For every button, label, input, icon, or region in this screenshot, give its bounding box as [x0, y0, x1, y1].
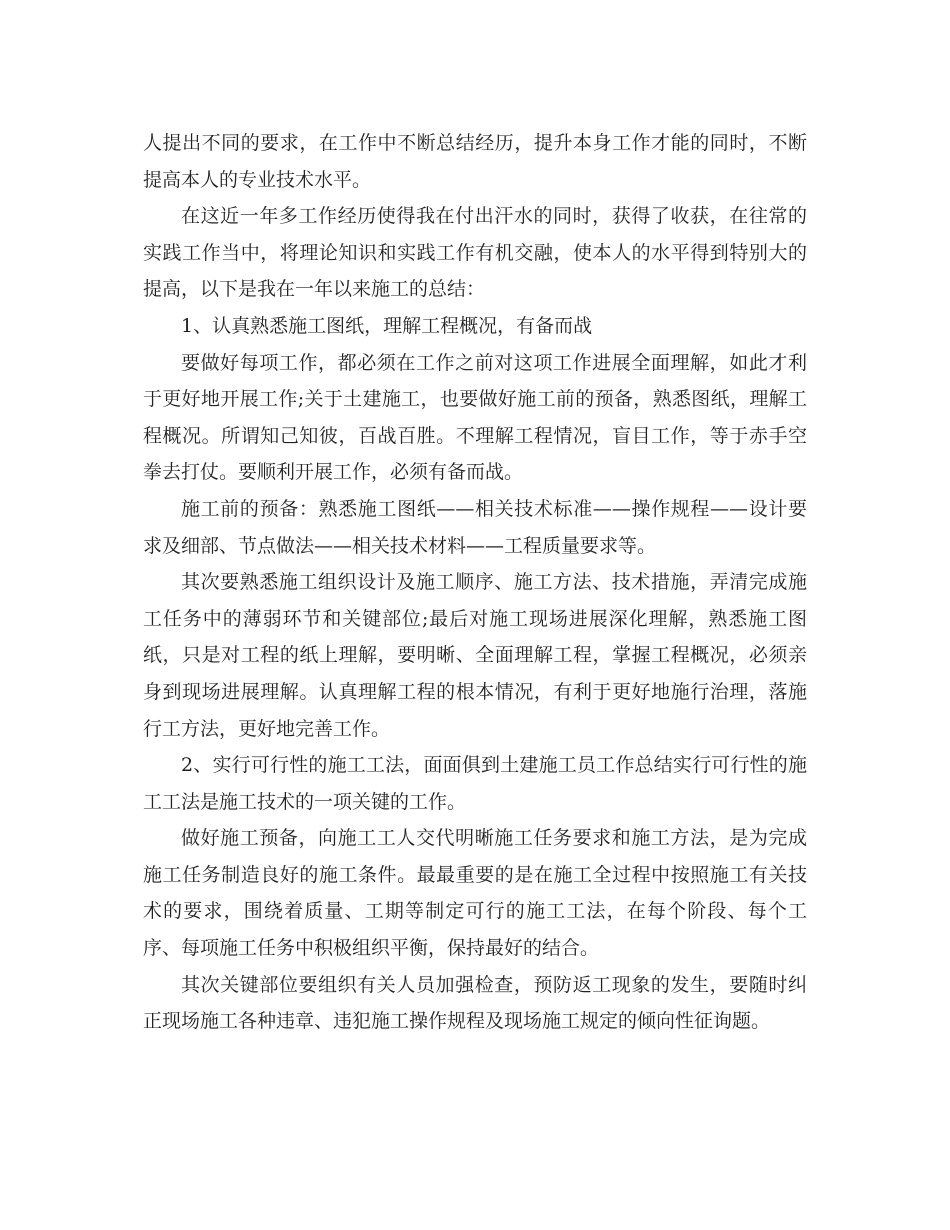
- paragraph-pre-construction: 施工前的预备：熟悉施工图纸——相关技术标准——操作规程——设计要求及细部、节点做法——相关技术材料——工程质量要求等。: [143, 497, 807, 557]
- paragraph-inspection: 其次关键部位要组织有关人员加强检查，预防返工现象的发生，要随时纠正现场施工各种违章、违犯施工操作规程及现场施工规定的倾向性征询题。: [143, 973, 807, 1033]
- section-heading-2: 2、实行可行性的施工工法，面面俱到土建施工员工作总结实行可行性的施工工法是施工技术的一项关键的工作。: [143, 754, 807, 813]
- paragraph-continued: 人提出不同的要求，在工作中不断总结经历，提升本身工作才能的同时，不断提高本人的专业技术水平。: [143, 132, 807, 191]
- paragraph-organization: 其次要熟悉施工组织设计及施工顺序、施工方法、技术措施，弄清完成施工任务中的薄弱环节和关键部位;最后对施工现场进展深化理解，熟悉施工图纸，只是对工程的纸上理解，要明晰、全面理解工程，掌握工程概况，必须亲身到现场进展理解。认真理解工程的根本情况，有利于更好地施行治理，落施行工方法，更好地完善工作。: [143, 571, 807, 740]
- paragraph-preparation: 要做好每项工作，都必须在工作之前对这项工作进展全面理解，如此才利于更好地开展工作;关于土建施工，也要做好施工前的预备，熟悉图纸，理解工程概况。所谓知己知彼，百战百胜。不理解工程情况，盲目工作，等于赤手空拳去打仗。要顺利开展工作，必须有备而战。: [143, 351, 807, 484]
- document-page: [143, 125, 807, 1040]
- section-heading-1: 1、认真熟悉施工图纸，理解工程概况，有备而战: [181, 314, 593, 337]
- paragraph-construction-method: 做好施工预备，向施工工人交代明晰施工任务要求和施工方法，是为完成施工任务制造良好的施工条件。最最重要的是在施工全过程中按照施工有关技术的要求，围绕着质量、工期等制定可行的施工工法，在每个阶段、每个工序、每项施工任务中积极组织平衡，保持最好的结合。: [143, 827, 807, 960]
- paragraph-experience: 在这近一年多工作经历使得我在付出汗水的同时，获得了收获，在往常的实践工作当中，将理论知识和实践工作有机交融，使本人的水平得到特别大的提高，以下是我在一年以来施工的总结：: [143, 205, 807, 301]
